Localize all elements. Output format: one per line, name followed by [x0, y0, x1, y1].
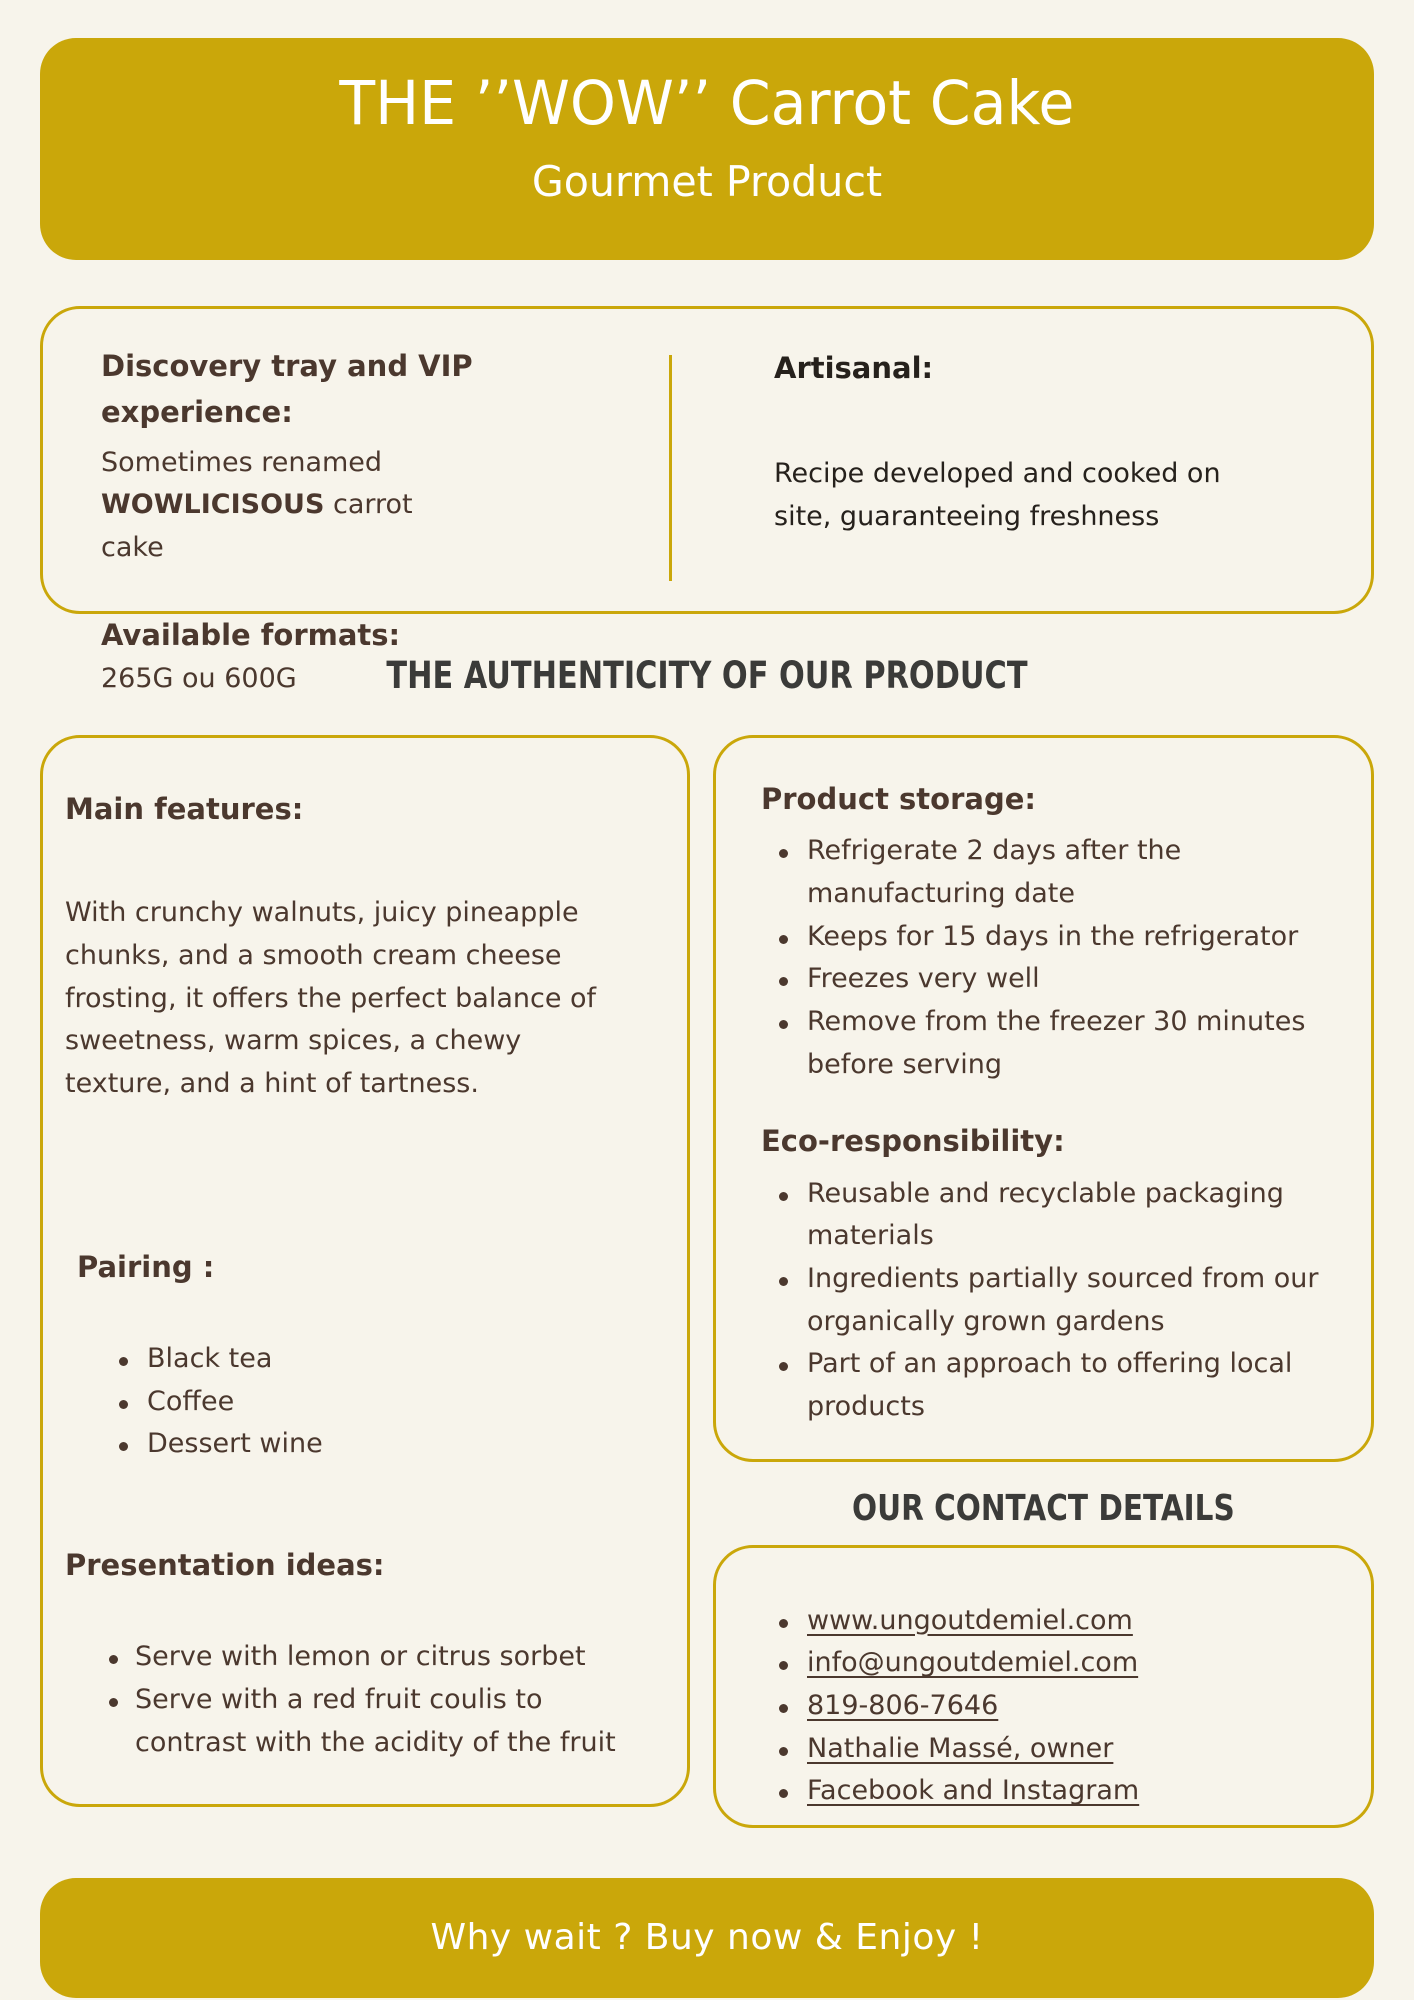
- list-item-text: Part of an approach to offering local products: [807, 1348, 1293, 1422]
- intro-left-column: [101, 343, 669, 695]
- list-item-text: Remove from the freezer 30 minutes before serving: [807, 1006, 1306, 1080]
- contact-heading-text: OUR CONTACT DETAILS: [852, 1487, 1235, 1529]
- list-item: [85, 1338, 647, 1381]
- renamed-bold: WOWLICISOUS: [101, 489, 325, 521]
- list-item-text: Freezes very well: [807, 963, 1040, 995]
- contact-link[interactable]: Facebook and Instagram: [807, 1775, 1140, 1807]
- contact-link[interactable]: www.ungoutdemiel.com: [807, 1604, 1133, 1636]
- renamed-prefix: Sometimes renamed: [101, 446, 383, 478]
- header-banner: [40, 38, 1374, 260]
- list-item-text: Refrigerate 2 days after the manufacturing date: [807, 835, 1182, 910]
- list-item-text: Coffee: [147, 1385, 235, 1417]
- eco-heading: Eco-responsibility:: [761, 1124, 1065, 1159]
- list-item-text: Ingredients partially sourced from our organically grown gardens: [807, 1263, 1319, 1337]
- list-item: [85, 1381, 647, 1424]
- list-item: [761, 1001, 1326, 1086]
- formats-heading: Available formats:: [101, 617, 401, 652]
- contact-list-item: [761, 1728, 1341, 1771]
- left-column: [40, 735, 690, 1807]
- footer-banner: [40, 1878, 1374, 1998]
- main-features-box: [40, 735, 690, 1807]
- renamed-text: [101, 442, 481, 570]
- formats-value: 265G ou 600G: [101, 663, 297, 695]
- main-features-heading: Main features:: [65, 792, 304, 826]
- list-item-text: Serve with lemon or citrus sorbet: [135, 1641, 586, 1673]
- content-columns: [40, 735, 1374, 1828]
- list-item-text: Reusable and recyclable packaging materials: [807, 1177, 1284, 1252]
- list-item-text: Serve with a red fruit coulis to contrast with the acidity of the fruit: [135, 1684, 616, 1758]
- artisanal-heading: Artisanal:: [774, 351, 934, 385]
- contact-box: [713, 1545, 1374, 1828]
- artisanal-body: Recipe developed and cooked on site, guaranteeing freshness: [774, 458, 1221, 533]
- list-item: [761, 1173, 1326, 1258]
- page-subtitle: Gourmet Product: [531, 157, 883, 206]
- list-item: [85, 1636, 647, 1679]
- list-item: [761, 958, 1326, 1001]
- list-item: [761, 1343, 1326, 1428]
- list-item-text: Keeps for 15 days in the refrigerator: [807, 920, 1299, 952]
- presentation-heading: Presentation ideas:: [65, 1548, 385, 1583]
- discovery-heading: Discovery tray and VIP experience:: [101, 349, 473, 430]
- intro-right-column: [672, 343, 1244, 581]
- page-title: THE ’’WOW’’ Carrot Cake: [339, 68, 1075, 139]
- list-item: [761, 1258, 1326, 1343]
- contact-list-item: [761, 1600, 1341, 1643]
- contact-heading: [713, 1488, 1374, 1529]
- storage-list: [761, 830, 1337, 1086]
- contact-link[interactable]: Nathalie Massé, owner: [807, 1732, 1114, 1764]
- pairing-heading: Pairing :: [77, 1249, 215, 1284]
- contact-link[interactable]: info@ungoutdemiel.com: [807, 1647, 1139, 1679]
- renamed-suffix: carrot cake: [101, 489, 413, 564]
- contact-link[interactable]: 819-806-7646: [807, 1689, 999, 1721]
- contact-list: [761, 1600, 1341, 1813]
- contact-list-item: [761, 1685, 1341, 1728]
- list-item: [85, 1679, 647, 1764]
- main-features-body: With crunchy walnuts, juicy pineapple chunks, and a smooth cream cheese frosting, it offers the perfect balance of sweetness, warm spices, a chewy texture, and a hint of tartness.: [65, 897, 597, 1100]
- list-item: [761, 830, 1326, 915]
- right-column: [713, 735, 1374, 1828]
- authenticity-heading-text: THE AUTHENTICITY OF OUR PRODUCT: [386, 654, 1028, 697]
- presentation-list: [85, 1636, 647, 1764]
- list-item: [85, 1423, 647, 1466]
- storage-heading: Product storage:: [761, 782, 1036, 816]
- storage-box: [713, 735, 1374, 1462]
- contact-list-item: [761, 1770, 1341, 1813]
- eco-list: [761, 1173, 1337, 1429]
- contact-list-item: [761, 1642, 1341, 1685]
- list-item-text: Black tea: [147, 1343, 273, 1375]
- list-item-text: Dessert wine: [147, 1428, 323, 1460]
- list-item: [761, 916, 1326, 959]
- pairing-list: [85, 1338, 647, 1466]
- footer-cta-text: Why wait ? Buy now & Enjoy !: [430, 1917, 984, 1959]
